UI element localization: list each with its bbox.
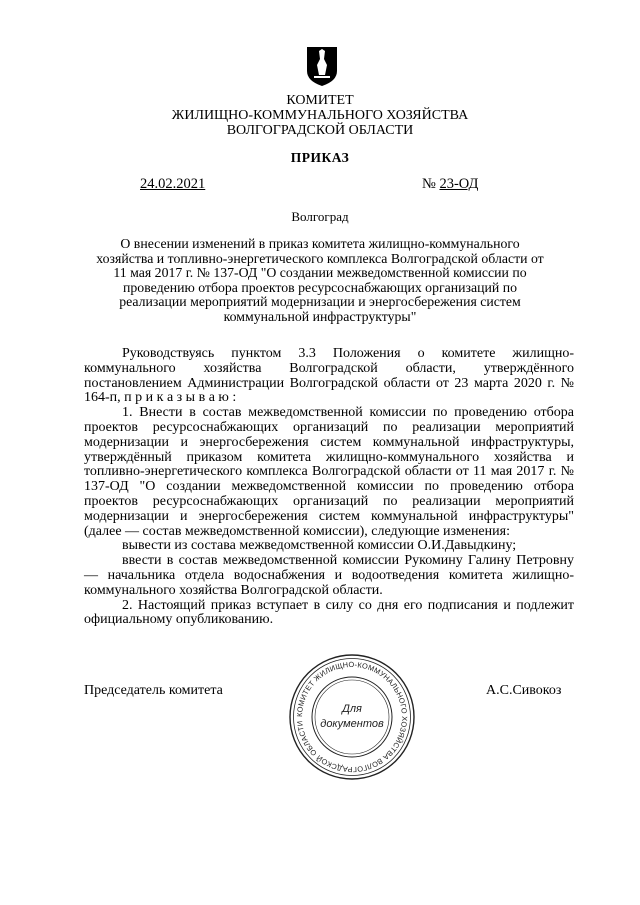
city: Волгоград	[291, 209, 349, 224]
number-prefix: №	[422, 176, 436, 192]
paragraph-item-2: 2. Настоящий приказ вступает в силу со дня его подписания и подлежит официальному опубликованию.	[84, 597, 574, 628]
org-line-3: ВОЛГОГРАДСКОЙ ОБЛАСТИ	[226, 123, 414, 138]
organization-name	[0, 93, 640, 138]
signatory-name: А.С.Сивокоз	[486, 683, 562, 698]
stamp-center-line-1: Для	[342, 703, 362, 715]
signatory-position: Председатель комитета	[84, 683, 223, 698]
document-subject: О внесении изменений в приказ комитета жилищно-коммунального хозяйства и топливно-энергетического комплекса Волгоградской области от 11 мая 2017 г. № 137-ОД "О создании межведомственной комиссии по проведению отбора проектов ресурсоснабжающих организаций по реализации мероприятий модернизации и энергосбережения систем коммунальной инфраструктуры"	[96, 236, 544, 324]
document-type: ПРИКАЗ	[290, 150, 350, 165]
document-body	[84, 347, 574, 628]
document-date: 24.02.2021	[140, 176, 206, 192]
paragraph-remove-member: вывести из состава межведомственной комиссии О.И.Давыдкину;	[122, 538, 517, 554]
document-number	[422, 176, 478, 193]
paragraph-add-member: ввести в состав межведомственной комиссии Рукомину Галину Петровну — начальника отдела водоснабжения и водоотведения комитета жилищно-коммунального хозяйства Волгоградской области.	[84, 553, 574, 598]
number-value: 23-ОД	[439, 176, 479, 192]
official-stamp	[287, 652, 417, 782]
stamp-ring-text: КОМИТЕТ ЖИЛИЩНО-КОММУНАЛЬНОГО ХОЗЯЙСТВА ВОЛГОГРАДСКОЙ ОБЛАСТИ	[294, 659, 410, 775]
coat-of-arms-icon	[305, 45, 339, 87]
org-line-2: ЖИЛИЩНО-КОММУНАЛЬНОГО ХОЗЯЙСТВА	[171, 108, 469, 123]
paragraph-item-1: 1. Внести в состав межведомственной комиссии по проведению отбора проектов ресурсоснабжающих организаций по реализации мероприятий модернизации и энергосбережения систем коммунальной инфраструктуры, утверждённый приказом комитета жилищно-коммунального хозяйства и топливно-энергетического комплекса Волгоградской области от 11 мая 2017 г. № 137-ОД "О создании межведомственной комиссии по проведению отбора проектов ресурсоснабжающих организаций по реализации мероприятий модернизации и энергосбережения систем коммунальной инфраструктуры" (далее — состав межведомственной комиссии), следующие изменения:	[84, 405, 574, 539]
paragraph-basis: Руководствуясь пунктом 3.3 Положения о комитете жилищно-коммунального хозяйства Волгоградской области, утверждённого постановлением Администрации Волгоградской области от 23 марта 2020 г. № 164-п, п р и к а з ы в а ю :	[84, 346, 574, 406]
stamp-center-line-2: документов	[320, 718, 384, 730]
org-line-1: КОМИТЕТ	[286, 93, 354, 108]
